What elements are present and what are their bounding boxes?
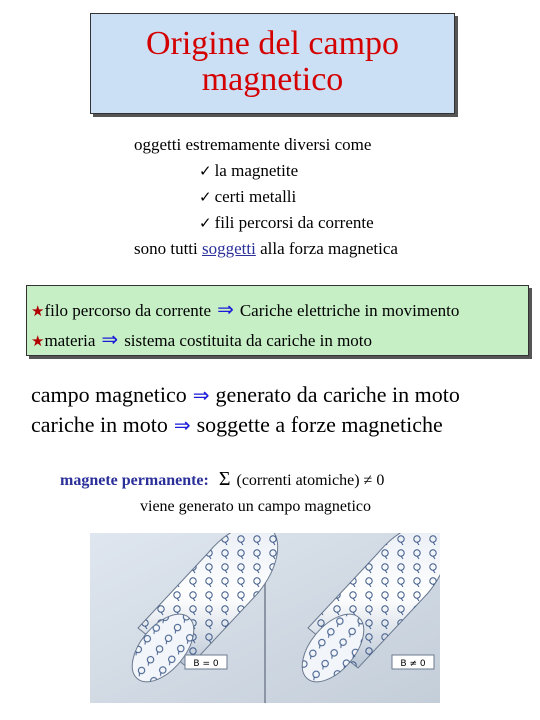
permanent-magnet-text — [60, 466, 384, 520]
list-item: ✓ la magnetite — [199, 161, 299, 180]
implies-arrow-icon: ⇒ — [192, 383, 210, 407]
intro-last-line: sono tutti soggetti alla forza magnetica — [134, 239, 398, 258]
implies-arrow-icon: ⇒ — [101, 327, 119, 351]
list-item: ✓ fili percorsi da corrente — [199, 213, 374, 232]
permanent-line-2: viene generato un campo magnetico — [140, 498, 372, 515]
intro-line-1: oggetti estremamente diversi come — [134, 135, 372, 154]
check-icon: ✓ — [199, 188, 212, 206]
permanent-label: magnete permanente: — [60, 472, 209, 489]
cylinders-figure — [90, 533, 440, 703]
check-icon: ✓ — [199, 162, 212, 180]
title-line-1: Origine del campo — [145, 25, 400, 62]
statement-row-2: cariche in moto ⇒ soggette a forze magnetiche — [31, 412, 443, 437]
implies-arrow-icon: ⇒ — [173, 413, 191, 437]
title-line-2: magnetico — [201, 61, 344, 98]
left-field-label: B = 0 — [193, 659, 219, 669]
green-box — [26, 285, 529, 356]
check-icon: ✓ — [199, 214, 212, 232]
list-item: ✓ certi metalli — [199, 187, 297, 206]
sigma-symbol: Σ — [218, 468, 231, 490]
highlight-soggetti: soggetti — [202, 239, 256, 258]
green-row-2: ★materia ⇒ sistema costituita da cariche in moto — [31, 327, 373, 351]
statement-row-1: campo magnetico ⇒ generato da cariche in moto — [31, 382, 460, 407]
implies-arrow-icon: ⇒ — [217, 297, 234, 321]
permanent-line-1: magnete permanente: Σ (correnti atomiche) ≠ 0 — [60, 468, 385, 490]
intro-text — [134, 132, 398, 262]
right-field-label: B ≠ 0 — [400, 659, 426, 669]
title-box — [90, 13, 455, 114]
statements — [31, 380, 460, 440]
star-icon: ★ — [31, 332, 45, 350]
star-icon: ★ — [31, 302, 45, 320]
green-row-1: ★filo percorso da corrente ⇒ Cariche elettriche in movimento — [31, 297, 460, 321]
